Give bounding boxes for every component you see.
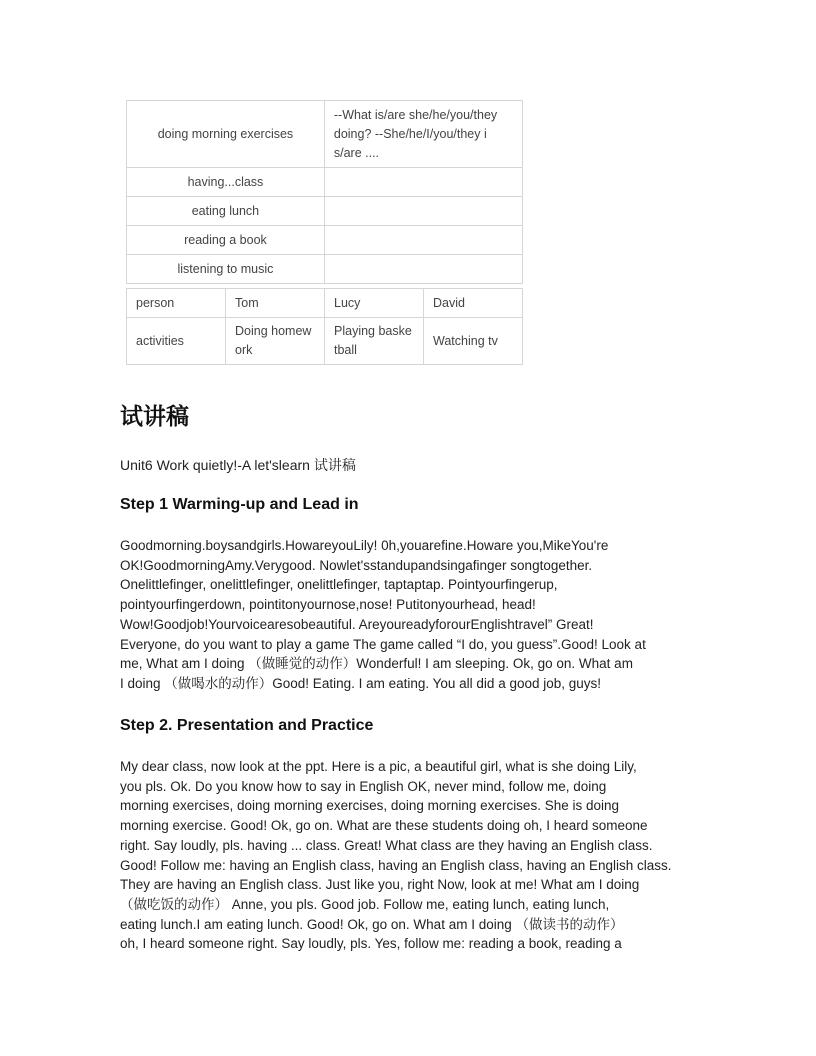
cell-line: Doing homew xyxy=(235,324,312,338)
text-line: （做吃饭的动作） Anne, you pls. Good job. Follow me, eating lunch, eating lunch, xyxy=(120,896,610,912)
text-line: morning exercise. Good! Ok, go on. What are these students doing oh, I heard someone xyxy=(120,818,648,834)
table-row xyxy=(127,255,523,284)
cell-line: Watching tv xyxy=(433,333,498,348)
table-cell: activities xyxy=(127,318,226,365)
step2-heading: Step 2. Presentation and Practice xyxy=(120,717,374,734)
text-line: Everyone, do you want to play a game The game called “I do, you guess”.Good! Look at xyxy=(120,636,646,652)
cell-line: ork xyxy=(235,343,253,357)
text-line: Onelittlefinger, onelittlefinger, onelittlefinger, taptaptap. Pointyourfingerup, xyxy=(120,577,558,593)
text-line: me, What am I doing （做睡觉的动作）Wonderful! I am sleeping. Ok, go on. What am xyxy=(120,656,633,672)
text-line: morning exercises, doing morning exercises, doing morning exercises. She is doing xyxy=(120,798,619,814)
cell-line: s/are .... xyxy=(333,145,380,160)
table-cell xyxy=(324,226,522,255)
activities-phrase-table xyxy=(126,100,523,284)
step1-paragraph xyxy=(120,536,710,694)
person-activities-table xyxy=(126,288,523,365)
table-cell: listening to music xyxy=(127,255,325,284)
table-row xyxy=(127,168,523,197)
table-cell xyxy=(324,197,522,226)
table-cell: reading a book xyxy=(127,226,325,255)
step1-heading: Step 1 Warming-up and Lead in xyxy=(120,496,359,513)
cell-line: --What is/are she/he/you/they xyxy=(333,107,498,122)
table-row xyxy=(127,197,523,226)
text-line: eating lunch.I am eating lunch. Good! Ok, go on. What am I doing （做读书的动作） xyxy=(120,916,624,932)
cell-line: tball xyxy=(334,343,357,357)
page-title: 试讲稿 xyxy=(120,404,189,430)
table-header-cell: person xyxy=(127,289,226,318)
table-cell xyxy=(324,168,522,197)
table-cell xyxy=(424,318,523,365)
table-row xyxy=(127,318,523,365)
text-line: Wow!Goodjob!Yourvoicearesobeautiful. AreyoureadyforourEnglishtravel” Great! xyxy=(120,616,594,632)
step2-paragraph xyxy=(120,757,710,954)
text-line: right. Say loudly, pls. having ... class. Great! What class are they having an English class. xyxy=(120,837,653,853)
table-header-cell: David xyxy=(424,289,523,318)
table-cell xyxy=(324,255,522,284)
text-line: Good! Follow me: having an English class, having an English class, having an English class. xyxy=(120,857,672,873)
text-line: pointyourfingerdown, pointitonyournose,nose! Putitonyourhead, head! xyxy=(120,597,536,613)
table-header-cell: Lucy xyxy=(325,289,424,318)
table-header-cell: Tom xyxy=(226,289,325,318)
text-line: My dear class, now look at the ppt. Here is a pic, a beautiful girl, what is she doing Lily, xyxy=(120,759,637,774)
table-cell: having...class xyxy=(127,168,325,197)
table-header-row xyxy=(127,289,523,318)
text-line: I doing （做喝水的动作）Good! Eating. I am eating. You all did a good job, guys! xyxy=(120,675,602,691)
text-line: oh, I heard someone right. Say loudly, pls. Yes, follow me: reading a book, reading a xyxy=(120,936,622,952)
table-cell xyxy=(324,101,522,168)
table-cell xyxy=(226,318,325,365)
table-row xyxy=(127,226,523,255)
text-line: you pls. Ok. Do you know how to say in English OK, never mind, follow me, doing xyxy=(120,778,607,794)
text-line: They are having an English class. Just like you, right Now, look at me! What am I doing xyxy=(120,877,640,893)
cell-line: doing? --She/he/I/you/they i xyxy=(333,126,487,141)
cell-line: Playing baske xyxy=(334,324,412,338)
text-line: OK!GoodmorningAmy.Verygood. Nowlet'sstandupandsingafinger songtogether. xyxy=(120,557,593,573)
table-cell xyxy=(325,318,424,365)
table-cell: doing morning exercises xyxy=(127,101,325,168)
table-row xyxy=(127,101,523,168)
text-line: Goodmorning.boysandgirls.HowareyouLily! 0h,youarefine.Howare you,MikeYou're xyxy=(120,538,609,553)
table-cell: eating lunch xyxy=(127,197,325,226)
lesson-subtitle: Unit6 Work quietly!-A let'slearn 试讲稿 xyxy=(120,457,356,473)
